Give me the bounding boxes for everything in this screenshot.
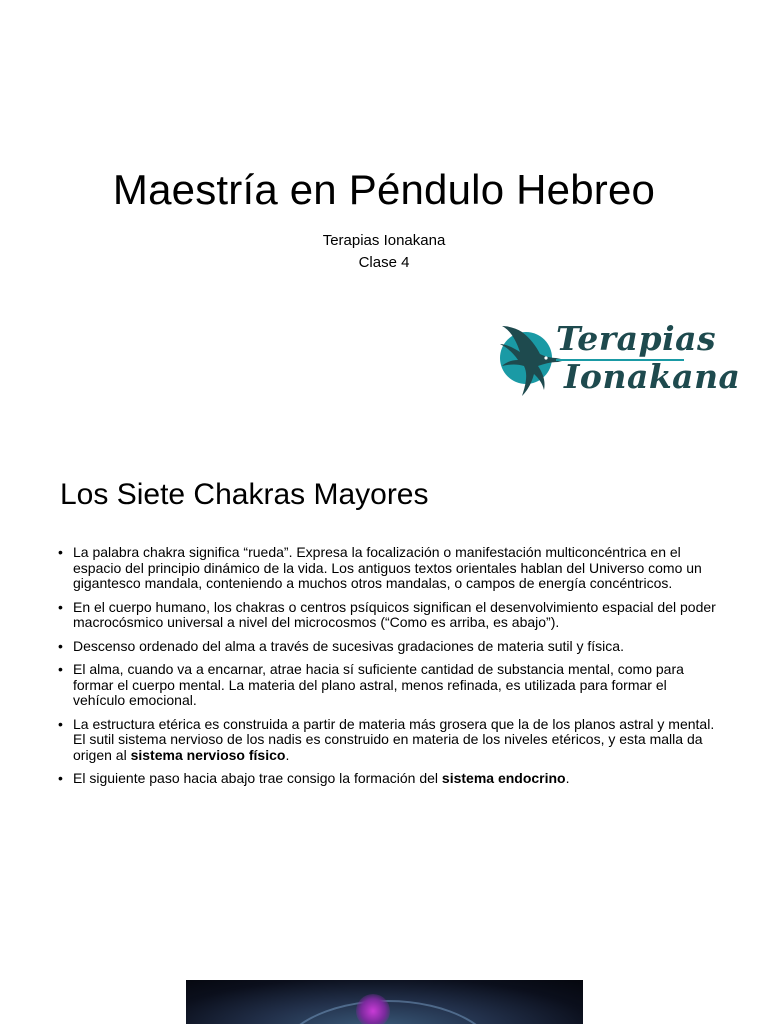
image-glow bbox=[356, 994, 390, 1024]
logo-text-ionakana: Ionakana bbox=[564, 357, 741, 396]
list-item bbox=[58, 771, 718, 787]
chakra-image bbox=[186, 980, 583, 1024]
bullet-text: La palabra chakra significa “rueda”. Expresa la focalización o manifestación multiconcéntrica en el espacio del principio dinámico de la vida. Los antiguos textos orientales hablan del Universo como un gigantesco mandala, conteniendo a muchos otros mandalas, o campos de energía concéntricos. bbox=[73, 544, 702, 591]
chakras-slide bbox=[0, 440, 768, 1024]
bold-term: sistema endocrino bbox=[441, 770, 566, 786]
logo-text-terapias: Terapias bbox=[556, 319, 717, 358]
bullet-text: El alma, cuando va a encarnar, atrae hacia sí suficiente cantidad de substancia mental, como para formar el cuerpo mental. La materia del plano astral, menos refinada, es utilizada para formar el vehículo emocional. bbox=[73, 661, 684, 708]
slide-subtitle bbox=[0, 230, 768, 274]
bullet-text-part: El siguiente paso hacia abajo trae consigo la formación del bbox=[73, 770, 442, 786]
bullet-dot: • bbox=[58, 770, 63, 786]
list-item bbox=[58, 717, 718, 764]
bullet-text: En el cuerpo humano, los chakras o centros psíquicos significan el desenvolvimiento espacial del poder macrocósmico universal a nivel del microcosmos (“Como es arriba, es abajo”). bbox=[73, 598, 716, 630]
subtitle-class: Clase 4 bbox=[358, 254, 410, 271]
bullet-dot: • bbox=[58, 715, 63, 732]
list-item bbox=[58, 545, 718, 592]
bullet-dot: • bbox=[58, 598, 63, 615]
bullet-text-part: . bbox=[565, 770, 570, 786]
subtitle-org: Terapias Ionakana bbox=[322, 232, 446, 249]
list-item bbox=[58, 600, 718, 631]
list-item bbox=[58, 662, 718, 709]
bullet-text bbox=[73, 770, 570, 786]
terapias-ionakana-logo bbox=[496, 318, 741, 410]
title-slide bbox=[0, 0, 768, 440]
list-item bbox=[58, 639, 718, 655]
bullet-text: Descenso ordenado del alma a través de sucesivas gradaciones de materia sutil y física. bbox=[73, 637, 624, 654]
bullet-text bbox=[73, 716, 714, 763]
bullet-list bbox=[58, 545, 718, 795]
bold-term: sistema nervioso físico bbox=[130, 746, 286, 763]
bullet-text-part: . bbox=[285, 746, 290, 763]
slide-title: Maestría en Péndulo Hebreo bbox=[112, 166, 656, 213]
section-title: Los Siete Chakras Mayores bbox=[60, 478, 429, 511]
bullet-dot: • bbox=[58, 661, 63, 677]
bullet-dot: • bbox=[58, 637, 63, 654]
bullet-dot: • bbox=[58, 544, 63, 560]
bullet-text-part: La estructura etérica es construida a partir de materia más grosera que la de los planos astral y mental. El sutil sistema nervioso de los nadis es construido en materia de los niveles etéricos, y esta malla da origen al bbox=[73, 715, 715, 763]
